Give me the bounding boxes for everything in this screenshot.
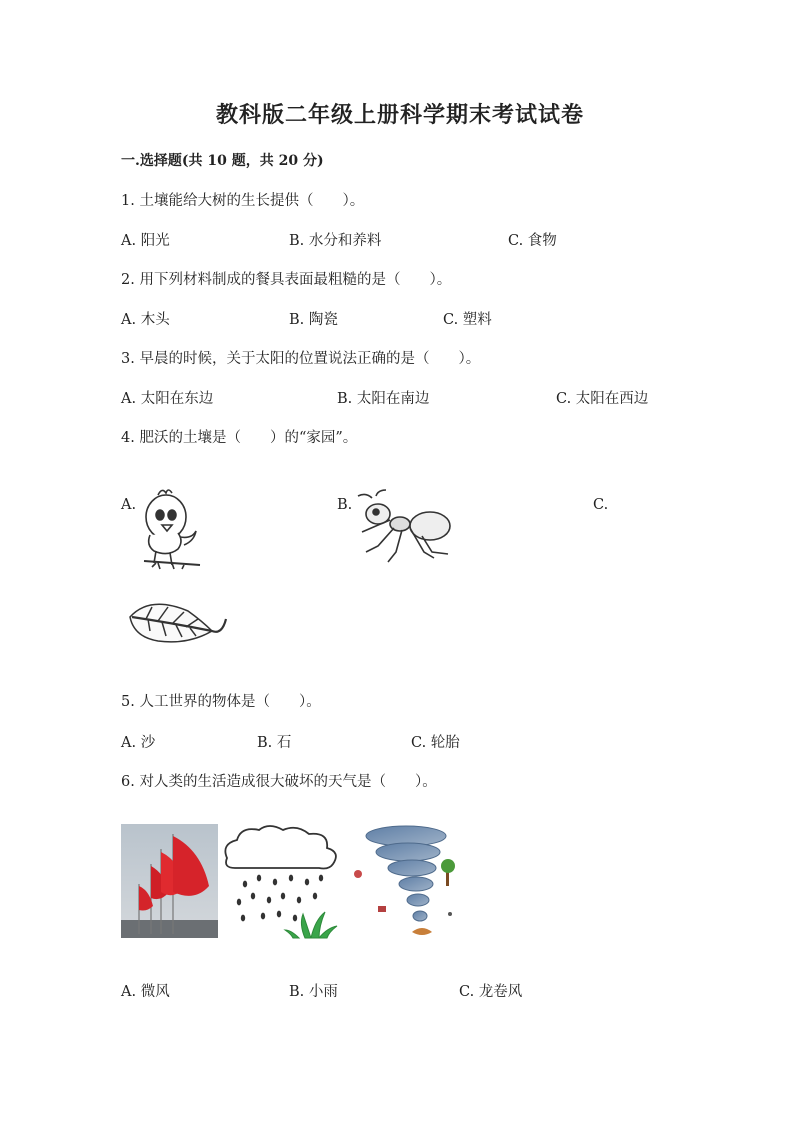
- q5-option-c: C. 轮胎: [411, 735, 460, 751]
- q6-option-a: A. 微风: [121, 984, 170, 1000]
- q3-option-a: A. 太阳在东边: [121, 391, 214, 407]
- leaf-icon: [126, 597, 230, 653]
- question-4: 4. 肥沃的土壤是（ ）的“家园”。: [121, 430, 358, 446]
- question-5: 5. 人工世界的物体是（ ）。: [121, 694, 321, 710]
- section-heading: 一.选择题(共 10 题，共 20 分): [121, 153, 324, 169]
- question-3: 3. 早晨的时候，关于太阳的位置说法正确的是（ ）。: [121, 351, 481, 367]
- q4-option-a: A.: [121, 497, 137, 513]
- bird-icon: [140, 485, 206, 577]
- q1-option-c: C. 食物: [508, 233, 557, 249]
- ant-icon: [352, 490, 456, 566]
- q1-option-b: B. 水分和养料: [289, 233, 382, 249]
- question-2: 2. 用下列材料制成的餐具表面最粗糙的是（ ）。: [121, 272, 452, 288]
- q1-option-a: A. 阳光: [121, 233, 170, 249]
- q3-option-b: B. 太阳在南边: [337, 391, 430, 407]
- q4-option-b: B.: [337, 497, 353, 513]
- flags-icon: [121, 824, 218, 938]
- rain-cloud-icon: [219, 826, 343, 938]
- q6-option-b: B. 小雨: [289, 984, 338, 1000]
- tornado-icon: [350, 824, 466, 938]
- q4-option-c: C.: [593, 497, 609, 513]
- q3-option-c: C. 太阳在西边: [556, 391, 649, 407]
- q5-option-a: A. 沙: [121, 735, 156, 751]
- q2-option-b: B. 陶瓷: [289, 312, 338, 328]
- question-1: 1. 土壤能给大树的生长提供（ ）。: [121, 193, 365, 209]
- question-6: 6. 对人类的生活造成很大破坏的天气是（ ）。: [121, 774, 437, 790]
- q6-option-c: C. 龙卷风: [459, 984, 523, 1000]
- q2-option-a: A. 木头: [121, 312, 170, 328]
- page-title: 教科版二年级上册科学期末考试试卷: [215, 102, 584, 128]
- q2-option-c: C. 塑料: [443, 312, 492, 328]
- q5-option-b: B. 石: [257, 735, 292, 751]
